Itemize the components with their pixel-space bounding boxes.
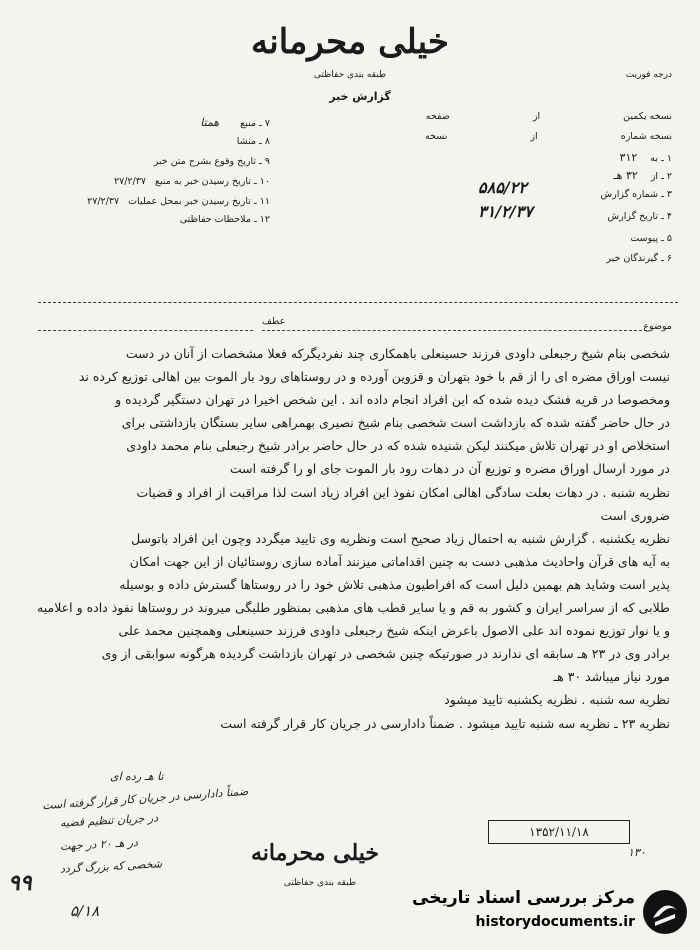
field-date-to-source-value: ۲۷/۲/۳۷ <box>114 176 146 187</box>
body-line: نظریه سه شنبه . نظریه یکشنبه تایید میشود <box>444 692 670 708</box>
handwritten-number-bottom: ۵/۱۸ <box>70 902 100 920</box>
field-copy-page: نسخه یکمین از صفحه <box>425 111 672 122</box>
subject-line <box>262 330 647 331</box>
field-to: ۱ ـ به ۳۱۲ <box>619 151 672 164</box>
archive-logo-name: مرکز بررسی اسناد تاریخی <box>412 888 635 908</box>
reference-number-right: ۱۳۰ <box>628 846 646 859</box>
handwritten-note-1: ضمناً دادارسی در جریان کار قرار گرفته است <box>41 784 249 813</box>
field-report-number-value: ۵۸۵/۲۲ <box>478 178 527 197</box>
field-date-to-ops: ۱۱ ـ تاریخ رسیدن خبر بمحل عملیات ۲۷/۲/۳۷ <box>87 196 270 207</box>
body-line: طلابی که از سراسر ایران و کشور به قم و یا سایر قطب های مذهبی بمنظور طلبگی میروند در روستاها نفوذ داده و اعلامیه <box>37 600 670 616</box>
urgency-label: درجه فوریت <box>625 70 672 80</box>
body-line: ضروری است <box>600 507 670 523</box>
handwritten-number-left: ۹۹ <box>8 870 32 896</box>
footer-classification-title: خیلی محرمانه <box>250 840 380 866</box>
body-line: پذیر است وشاید هم بهمین دلیل است که افراطیون مذهبی تلاش خود را در روستاها گسترش داده و بوسیله <box>119 576 670 592</box>
field-copy-number: نسخه شماره از نسخه <box>425 131 672 142</box>
body-line: مورد نیاز میباشد ۳۰ هـ <box>553 669 670 685</box>
archive-logo <box>398 882 693 944</box>
reference-line <box>38 330 253 331</box>
report-title: گزارش خبر <box>329 90 391 103</box>
field-date-to-source: ۱۰ ـ تاریخ رسیدن خبر به منبع ۲۷/۲/۳۷ <box>114 176 270 187</box>
body-line: در حال حاضر گفته شده که بازداشت است شخصی بنام شیخ نصیری بهمراهی سایر بستگان بازداشتی برای <box>121 415 670 431</box>
field-from: ۲ ـ از ۳۲ هـ <box>613 169 672 182</box>
classification-title: خیلی محرمانه <box>251 22 449 62</box>
field-source-value: همتا <box>200 116 220 129</box>
field-source: ۷ ـ منبع همتا <box>200 116 270 129</box>
body-line: نظریه شنبه . در دهات بعلت سادگی اهالی امکان نفوذ این افراد زیاد است لذا مراقبت از افراد و قضیات <box>136 484 670 500</box>
handwritten-signature-top: تا هـ رده ای <box>110 770 164 783</box>
body-line: و یا نوار توزیع نموده اند علی الاصول باعرض اینکه شیخ رجبعلی داودی فرزند حسینعلی وهمچنین محمد علی <box>118 623 670 639</box>
header-separator <box>38 302 678 303</box>
field-date-to-ops-value: ۲۷/۲/۳۷ <box>87 196 120 207</box>
body-line: برادر وی در ۲۳ هـ سابقه ای ندارند در صورتیکه چنین شخصی در تهران بازداشت گردیده هرگونه سوابقی از وی <box>101 646 670 662</box>
field-report-number: ۳ ـ شماره گزارش <box>600 189 672 200</box>
subject-label: موضوع <box>643 321 672 332</box>
body-line: در مورد ارسال اوراق مضره و توزیع آن در دهات رود بار الموت جای او را گرفته است <box>229 461 670 477</box>
field-from-value: ۳۲ هـ <box>613 169 638 182</box>
field-report-date: ۴ ـ تاریخ گزارش <box>607 211 672 222</box>
footer-classification-subtitle: طبقه بندی حفاظتی <box>283 878 357 888</box>
body-line: به آیه های قرآن واحادیث مذهبی دست به چنین اقداماتی میزنند آماده سازی روستائیان از این جهت امکان <box>129 553 670 569</box>
book-swirl-icon <box>641 888 689 936</box>
field-security-notes: ۱۲ ـ ملاحظات حفاظتی <box>179 214 270 225</box>
body-line: نیست اوراق مضره ای را از قم با خود بتهران و قزوین آورده و در روستاهای رود بار الموت بین اهالی توزیع کرده ند <box>78 369 670 385</box>
handwritten-note-4: شخصی که بزرگ گردد <box>59 857 163 876</box>
field-attachment: ۵ ـ پیوست <box>630 233 672 244</box>
body-line: نظریه یکشنبه . گزارش شنبه به احتمال زیاد صحیح است ونظریه وی تایید میگردد وچون این افراد باتوسل <box>131 530 670 546</box>
field-to-value: ۳۱۲ <box>619 151 638 164</box>
classification-subtitle: طبقه بندی حفاظتی <box>313 70 387 80</box>
reference-label: عطف <box>262 316 286 327</box>
date-stamp-box: ۱۳۵۲/۱۱/۱۸ <box>488 820 630 844</box>
handwritten-note-2: در جریان تنظیم قضیه <box>59 811 159 830</box>
handwritten-note-3: در هـ ۲۰ در جهت <box>59 835 139 854</box>
body-line: شخصی بنام شیخ رجبعلی داودی فرزند حسینعلی باهمکاری چند نفردیگرکه فعلا مشخصات از آنان در دست <box>125 346 670 361</box>
field-origin: ۸ ـ منشا <box>236 136 270 147</box>
body-line: ومخصوصا در قریه فشک دیده شده که این افراد انجام داده اند . این شخص اخیرا در تهران دستگیر گردیده و <box>115 392 670 408</box>
report-body <box>30 342 670 735</box>
field-recipients: ۶ ـ گیرندگان خبر <box>606 253 672 264</box>
field-report-date-value: ۳۱/۲/۳۷ <box>478 202 533 221</box>
archive-logo-url: historydocuments.ir <box>475 914 635 930</box>
body-line: استخلاص او در تهران تلاش میکنند لیکن شنیده شده که در حال حاضر برادر شیخ رجبعلی بنام محمد داودی <box>126 438 670 454</box>
field-occurrence-date: ۹ ـ تاریخ وقوع بشرح متن خبر <box>153 156 270 167</box>
body-line: نظریه ۲۳ ـ نظریه سه شنبه تایید میشود . ضمناً دادارسی در جریان کار قرار گرفته است <box>220 715 670 731</box>
